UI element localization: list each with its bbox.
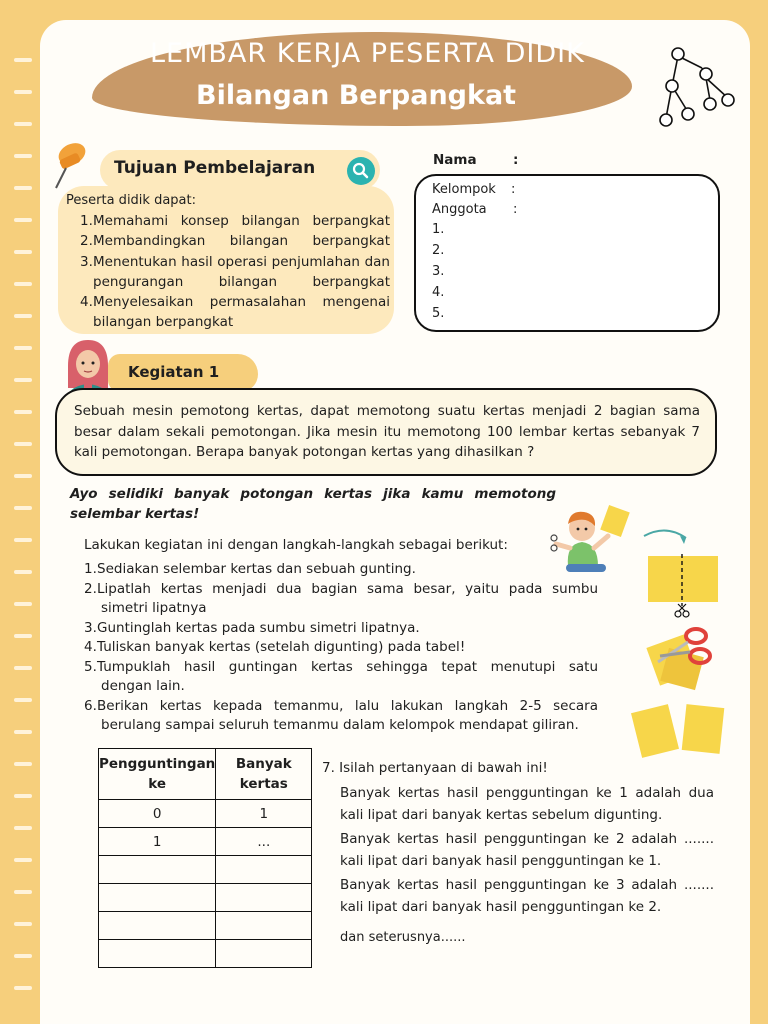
problem-text: Sebuah mesin pemotong kertas, dapat memotong suatu kertas menjadi 2 bagian sama besar dalam sekali pemotongan. Jika mesin itu memotong 100 lembar kertas sebanyak 7 kali pemotongan. Berapa banyak potongan kertas yang dihasilkan ? [74, 403, 700, 460]
table-cell[interactable] [216, 940, 312, 968]
table-row [99, 800, 312, 828]
steps-intro: Lakukan kegiatan ini dengan langkah-langkah sebagai berikut: [84, 537, 508, 553]
table-row[interactable] [99, 940, 312, 968]
worksheet-title: LEMBAR KERJA PESERTA DIDIK [150, 38, 585, 69]
table-header: Banyak kertas [216, 749, 312, 800]
tujuan-title: Tujuan Pembelajaran [114, 158, 316, 178]
table-cell[interactable] [99, 912, 216, 940]
kegiatan-label: Kegiatan 1 [128, 363, 220, 381]
scissors-icon [646, 622, 712, 692]
member-line[interactable]: 2. [432, 243, 445, 258]
member-line[interactable]: 3. [432, 264, 445, 279]
nama-label: Nama [433, 152, 477, 168]
table-cell[interactable] [99, 884, 216, 912]
table-row[interactable] [99, 884, 312, 912]
table-cell[interactable] [216, 856, 312, 884]
list-item: 3. Menentukan hasil operasi penjumlahan dan pengurangan bilangan berpangkat [80, 253, 390, 290]
kelompok-label: Kelompok [432, 182, 496, 197]
member-line[interactable]: 4. [432, 285, 445, 300]
list-item: 4. Menyelesaikan permasalahan mengenai bilangan berpangkat [80, 294, 390, 331]
table-cell: 0 [99, 800, 216, 828]
step-item: 4. Tuliskan banyak kertas (setelah digunting) pada tabel! [84, 639, 466, 655]
anggota-label: Anggota [432, 202, 487, 217]
group-box[interactable] [414, 174, 720, 332]
table-row[interactable] [99, 912, 312, 940]
table-row [99, 828, 312, 856]
tree-diagram-icon [650, 40, 742, 130]
step-item: 3. Guntinglah kertas pada sumbu simetri lipatnya. [84, 619, 420, 636]
anggota-colon: : [513, 202, 518, 217]
question-paragraph[interactable]: Banyak kertas hasil pengguntingan ke 3 adalah ....... kali lipat dari banyak hasil pengguntingan ke 2. [340, 877, 714, 915]
step-item: 1. Sediakan selembar kertas dan sebuah gunting. [84, 561, 416, 577]
member-line[interactable]: 1. [432, 222, 445, 237]
table-cell[interactable] [99, 940, 216, 968]
question-paragraph: Banyak kertas hasil pengguntingan ke 1 adalah dua kali lipat dari banyak kertas sebelum digunting. [340, 785, 714, 823]
tujuan-intro: Peserta didik dapat: [66, 193, 196, 208]
boy-cutting-paper-illustration [548, 504, 640, 576]
member-line[interactable]: 5. [432, 306, 445, 321]
list-item: 1. Memahami konsep bilangan berpangkat [80, 213, 390, 229]
nama-colon: : [513, 152, 519, 168]
step-item: 2. Lipatlah kertas menjadi dua bagian sama besar, yaitu pada sumbu simetri lipatnya [84, 580, 598, 616]
question-paragraph[interactable]: Banyak kertas hasil pengguntingan ke 2 adalah ....... kali lipat dari banyak hasil pengguntingan ke 1. [340, 831, 714, 869]
dan-seterusnya: dan seterusnya...... [340, 930, 466, 945]
ayo-selidiki: Ayo selidiki banyak potongan kertas jika kamu memotong selembar kertas! [70, 486, 556, 522]
table-cell[interactable] [216, 884, 312, 912]
fold-and-cut-illustration [636, 526, 726, 622]
list-item: 2. Membandingkan bilangan berpangkat [80, 233, 390, 250]
question-7: 7. Isilah pertanyaan di bawah ini! [322, 760, 548, 776]
tujuan-list [80, 211, 390, 333]
step-item: 6. Berikan kertas kepada temanmu, lalu lakukan langkah 2-5 secara berulang sampai seluruh temanmu dalam kelompok mendapat giliran. [84, 697, 598, 733]
search-icon [346, 156, 376, 186]
step-item: 5. Tumpuklah hasil guntingan kertas sehingga tepat menutupi satu dengan lain. [84, 658, 598, 694]
paper-pieces-illustration [630, 700, 730, 760]
data-table [98, 748, 312, 968]
worksheet-subtitle: Bilangan Berpangkat [196, 80, 517, 111]
table-header: Pengguntingan ke [99, 749, 216, 800]
steps-list [84, 560, 598, 736]
binder-rings [14, 58, 34, 1024]
kelompok-colon: : [511, 182, 516, 197]
table-cell[interactable] [99, 856, 216, 884]
table-row[interactable] [99, 856, 312, 884]
table-cell: ... [216, 828, 312, 856]
table-cell: 1 [99, 828, 216, 856]
table-cell[interactable] [216, 912, 312, 940]
table-cell: 1 [216, 800, 312, 828]
